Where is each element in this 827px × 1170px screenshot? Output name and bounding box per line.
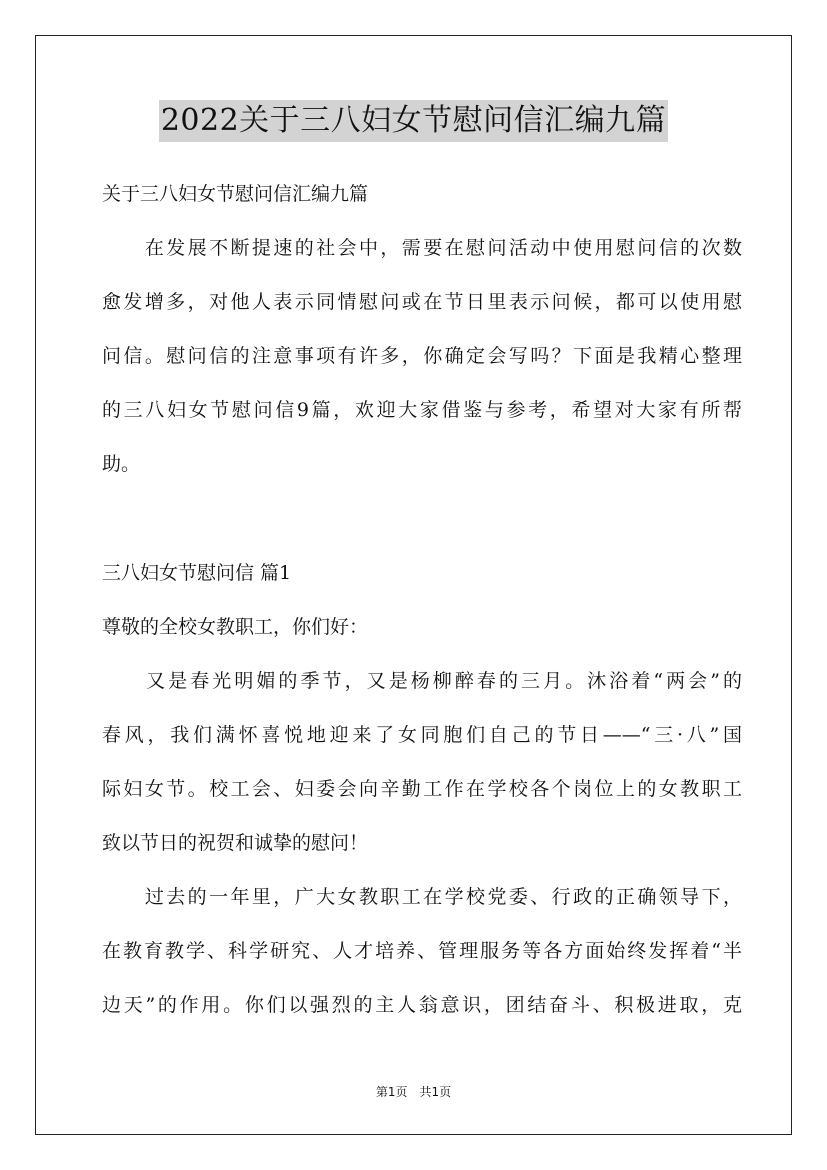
intro-line: 的三八妇女节慰问信9篇，欢迎大家借鉴与参考，希望对大家有所帮 (102, 399, 742, 421)
document-title: 2022关于三八妇女节慰问信汇编九篇 (159, 100, 668, 142)
body-line: 际妇女节。校工会、妇委会向辛勤工作在学校各个岗位上的女教职工 (102, 778, 742, 800)
salutation: 尊敬的全校女教职工，你们好： (102, 616, 369, 638)
body-line: 边天”的作用。你们以强烈的主人翁意识，团结奋斗、积极进取，克 (102, 994, 742, 1016)
intro-line: 助。 (102, 453, 141, 475)
body-line: 在教育教学、科学研究、人才培养、管理服务等各方面始终发挥着“半 (102, 940, 742, 962)
body-line: 春风，我们满怀喜悦地迎来了女同胞们自己的节日——“三·八”国 (102, 724, 742, 746)
intro-line: 在发展不断提速的社会中，需要在慰问活动中使用慰问信的次数 (102, 237, 742, 259)
document-subtitle: 关于三八妇女节慰问信汇编九篇 (102, 183, 369, 205)
intro-line: 问信。慰问信的注意事项有许多，你确定会写吗？下面是我精心整理 (102, 345, 742, 367)
body-line: 过去的一年里，广大女教职工在学校党委、行政的正确领导下， (102, 886, 742, 908)
section-heading: 三八妇女节慰问信 篇1 (102, 562, 292, 584)
intro-line: 愈发增多，对他人表示同情慰问或在节日里表示问候，都可以使用慰 (102, 291, 742, 313)
body-line: 又是春光明媚的季节，又是杨柳醉春的三月。沐浴着“两会”的 (102, 670, 742, 692)
body-line: 致以节日的祝贺和诚挚的慰问！ (102, 832, 369, 854)
page-footer: 第1页 共1页 (375, 1085, 452, 1099)
title-container (0, 100, 827, 142)
